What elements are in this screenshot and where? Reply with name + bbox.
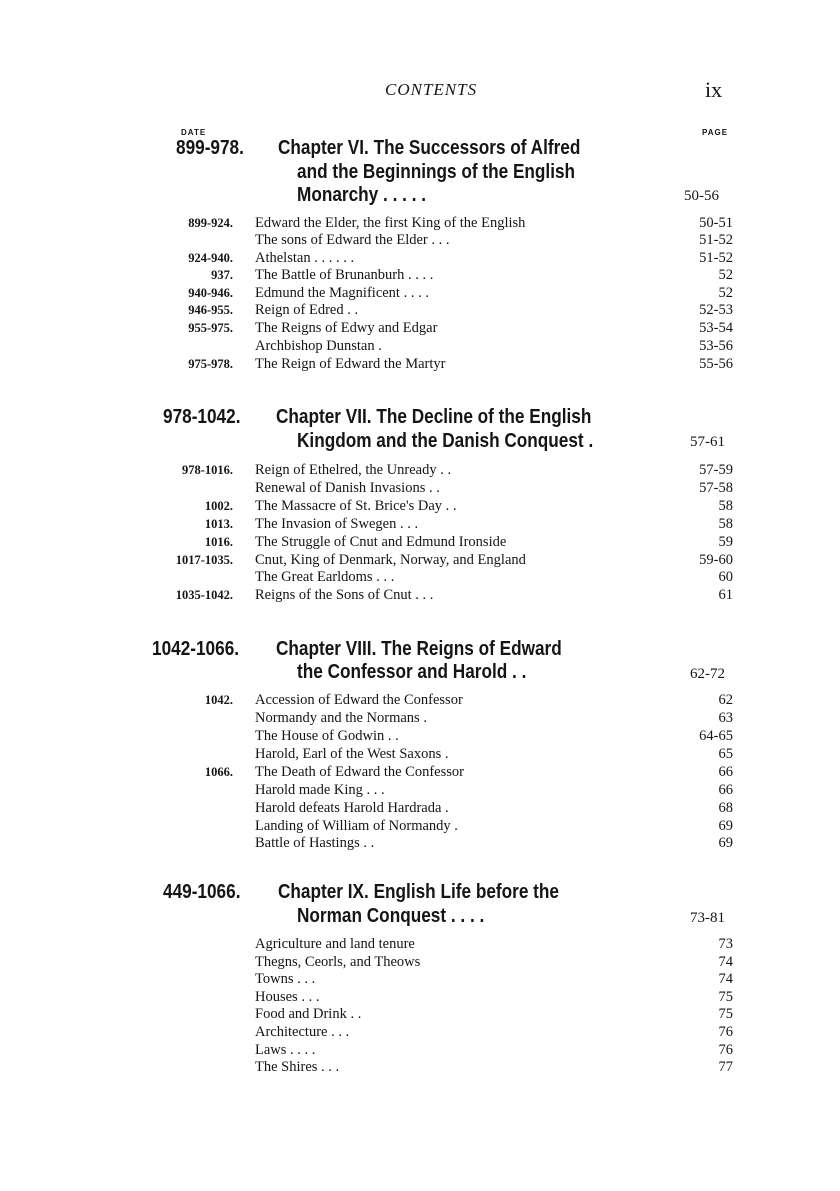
toc-entry: [0, 1042, 840, 1059]
entry-date: 937.: [211, 268, 233, 282]
entry-title: The Great Earldoms . . .: [255, 569, 395, 585]
toc-entry: [0, 320, 840, 337]
entry-page: 61: [718, 587, 733, 603]
entry-title: The Struggle of Cnut and Edmund Ironside: [255, 534, 507, 550]
entry-page: 52: [718, 285, 733, 301]
toc-entry: [0, 1024, 840, 1041]
entry-title: Harold, Earl of the West Saxons .: [255, 746, 449, 762]
entry-date: 1042.: [204, 693, 233, 707]
chapter-date: 978-1042.: [163, 406, 241, 428]
entry-page: 76: [718, 1042, 733, 1058]
entry-page: 63: [718, 710, 733, 726]
entry-title: Harold made King . . .: [255, 782, 385, 798]
entry-title: The Battle of Brunanburh . . . .: [255, 267, 434, 283]
chapter-pages: 57-61: [690, 434, 725, 450]
entry-date: 1013.: [204, 517, 233, 531]
toc-entry: [0, 936, 840, 953]
entry-page: 74: [718, 971, 733, 987]
toc-entry: [0, 480, 840, 497]
toc-entry: [0, 835, 840, 852]
chapter-pages: 73-81: [690, 910, 725, 926]
entry-page: 59: [718, 534, 733, 550]
entry-title: The sons of Edward the Elder . . .: [255, 232, 450, 248]
toc-entry: [0, 989, 840, 1006]
entry-title: Cnut, King of Denmark, Norway, and England: [255, 552, 526, 568]
entry-page: 59-60: [699, 552, 733, 568]
entry-page: 75: [718, 989, 733, 1005]
page-column-header: PAGE: [702, 128, 729, 137]
chapter-heading-line: Kingdom and the Danish Conquest .: [297, 430, 594, 452]
toc-entry: [0, 498, 840, 515]
toc-entry: [0, 338, 840, 355]
entry-title: Agriculture and land tenure: [255, 936, 415, 952]
entry-date: 1035-1042.: [175, 588, 233, 602]
entry-title: Reign of Ethelred, the Unready . .: [255, 462, 452, 478]
entry-page: 74: [718, 954, 733, 970]
entry-page: 76: [718, 1024, 733, 1040]
entry-title: Edmund the Magnificent . . . .: [255, 285, 429, 301]
chapter-heading-line: Chapter IX. English Life before the: [278, 881, 559, 903]
toc-entry: [0, 954, 840, 971]
entry-page: 51-52: [699, 232, 733, 248]
toc-entry: [0, 516, 840, 533]
entry-title: Edward the Elder, the first King of the English: [255, 215, 526, 231]
entry-date: 975-978.: [188, 357, 233, 371]
chapter-heading-line: Chapter VIII. The Reigns of Edward: [276, 638, 562, 660]
entry-page: 51-52: [699, 250, 733, 266]
date-column-header: DATE: [181, 128, 207, 137]
toc-entry: [0, 302, 840, 319]
toc-entry: [0, 587, 840, 604]
toc-entry: [0, 800, 840, 817]
toc-entry: [0, 971, 840, 988]
chapter-date: 899-978.: [176, 137, 244, 159]
entry-page: 62: [718, 692, 733, 708]
entry-page: 75: [718, 1006, 733, 1022]
entry-title: Battle of Hastings . .: [255, 835, 375, 851]
entry-page: 57-59: [699, 462, 733, 478]
entry-page: 65: [718, 746, 733, 762]
entry-title: Thegns, Ceorls, and Theows: [255, 954, 421, 970]
page-number: ix: [705, 77, 723, 102]
entry-date: 1017-1035.: [175, 553, 233, 567]
chapter-pages: 50-56: [684, 188, 719, 204]
chapter-date: 1042-1066.: [152, 638, 240, 660]
entry-title: Architecture . . .: [255, 1024, 350, 1040]
toc-entry: [0, 462, 840, 479]
chapter-heading-line: the Confessor and Harold . .: [297, 661, 527, 683]
chapter-heading-line: Norman Conquest . . . .: [297, 905, 485, 927]
entry-page: 66: [718, 764, 733, 780]
entry-page: 53-54: [699, 320, 733, 336]
toc-entry: [0, 232, 840, 249]
entry-page: 73: [718, 936, 733, 952]
entry-date: 1066.: [204, 765, 233, 779]
entry-title: Reigns of the Sons of Cnut . . .: [255, 587, 434, 603]
entry-title: The Shires . . .: [255, 1059, 340, 1075]
entry-title: The Reign of Edward the Martyr: [255, 356, 446, 372]
entry-title: Harold defeats Harold Hardrada .: [255, 800, 449, 816]
entry-page: 53-56: [699, 338, 733, 354]
entry-date: 899-924.: [188, 216, 233, 230]
entry-date: 1016.: [204, 535, 233, 549]
chapter-pages: 62-72: [690, 666, 725, 682]
toc-entry: [0, 356, 840, 373]
entry-date: 978-1016.: [181, 463, 233, 477]
toc-entry: [0, 552, 840, 569]
toc-entry: [0, 267, 840, 284]
entry-page: 50-51: [699, 215, 733, 231]
entry-page: 68: [718, 800, 733, 816]
toc-entry: [0, 764, 840, 781]
entry-date: 1002.: [204, 499, 233, 513]
entry-date: 924-940.: [188, 251, 233, 265]
toc-entry: [0, 728, 840, 745]
entry-page: 58: [718, 498, 733, 514]
entry-title: The Invasion of Swegen . . .: [255, 516, 419, 532]
entry-page: 69: [718, 818, 733, 834]
entry-date: 940-946.: [188, 286, 233, 300]
toc-entry: [0, 1059, 840, 1076]
entry-title: Accession of Edward the Confessor: [255, 692, 463, 708]
chapter-heading-line: Monarchy . . . . .: [297, 184, 427, 206]
toc-entry: [0, 1006, 840, 1023]
entry-title: The House of Godwin . .: [255, 728, 399, 744]
toc-entry: [0, 285, 840, 302]
entry-title: Landing of William of Normandy .: [255, 818, 458, 834]
toc-entry: [0, 782, 840, 799]
chapter-heading-line: Chapter VI. The Successors of Alfred: [278, 137, 581, 159]
entry-title: The Death of Edward the Confessor: [255, 764, 464, 780]
toc-entry: [0, 250, 840, 267]
entry-title: The Reigns of Edwy and Edgar: [255, 320, 438, 336]
entry-page: 69: [718, 835, 733, 851]
entry-page: 77: [718, 1059, 733, 1075]
running-head-title: CONTENTS: [385, 80, 478, 99]
entry-title: Archbishop Dunstan .: [255, 338, 382, 354]
entry-date: 946-955.: [188, 303, 233, 317]
toc-entry: [0, 746, 840, 763]
entry-page: 52: [718, 267, 733, 283]
entry-page: 58: [718, 516, 733, 532]
toc-entry: [0, 215, 840, 232]
entry-title: Renewal of Danish Invasions . .: [255, 480, 440, 496]
entry-page: 52-53: [699, 302, 733, 318]
entry-page: 55-56: [699, 356, 733, 372]
toc-entry: [0, 569, 840, 586]
entry-title: Food and Drink . .: [255, 1006, 362, 1022]
entry-title: Normandy and the Normans .: [255, 710, 427, 726]
toc-entry: [0, 710, 840, 727]
entry-page: 57-58: [699, 480, 733, 496]
toc-entry: [0, 692, 840, 709]
chapter-heading-line: Chapter VII. The Decline of the English: [276, 406, 592, 428]
entry-date: 955-975.: [188, 321, 233, 335]
entry-title: Reign of Edred . .: [255, 302, 359, 318]
entry-title: Towns . . .: [255, 971, 316, 987]
entry-title: Laws . . . .: [255, 1042, 316, 1058]
chapter-date: 449-1066.: [163, 881, 241, 903]
toc-entry: [0, 818, 840, 835]
entry-title: The Massacre of St. Brice's Day . .: [255, 498, 457, 514]
entry-title: Athelstan . . . . . .: [255, 250, 355, 266]
entry-page: 60: [718, 569, 733, 585]
entry-page: 64-65: [699, 728, 733, 744]
entry-page: 66: [718, 782, 733, 798]
entry-title: Houses . . .: [255, 989, 320, 1005]
chapter-heading-line: and the Beginnings of the English: [297, 161, 576, 183]
toc-entry: [0, 534, 840, 551]
